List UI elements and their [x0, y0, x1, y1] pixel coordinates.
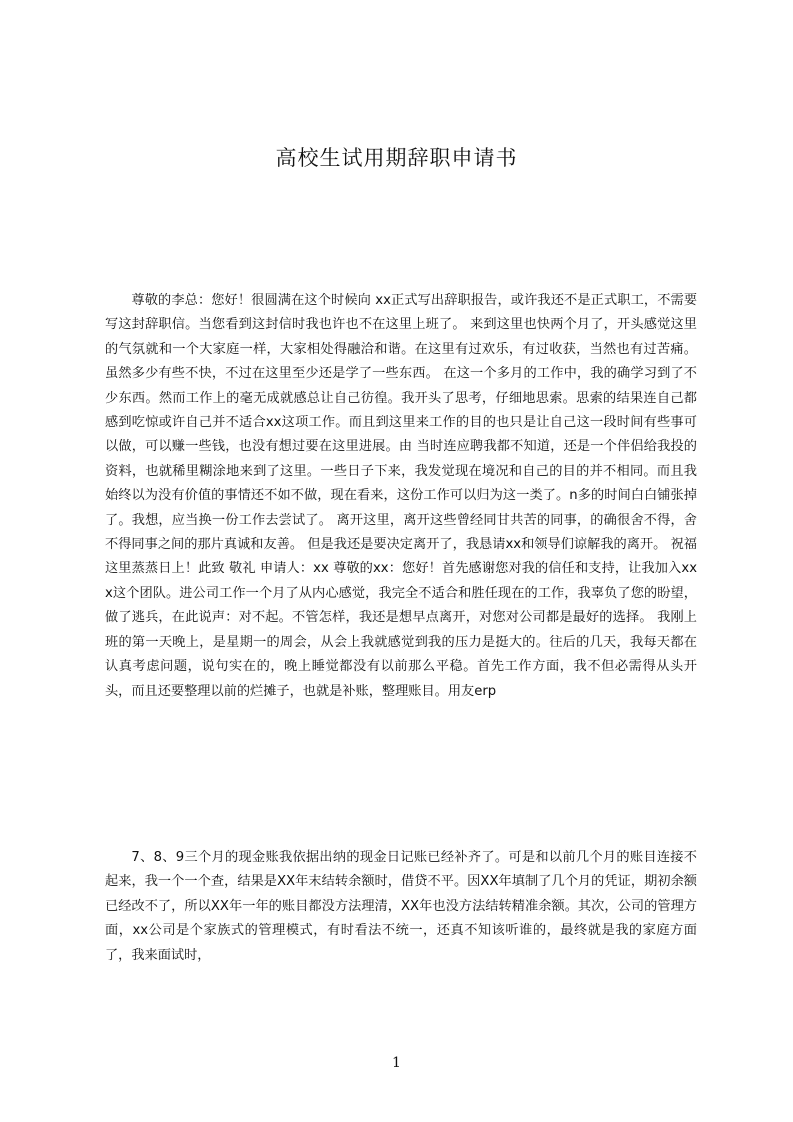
body-paragraph-accounts: 7、8、9三个月的现金账我依据出纳的现金日记账已经补齐了。可是和以前几个月的账目连接不起来，我一个一个查，结果是XX年末结转余额时，借贷不平。因XX年填制了几个月的凭证，期初余额已经改不了，所以XX年一年的账目都没方法理清，XX年也没方法结转精准余额。其次，公司的管理方面，xx公司是个家族式的管理模式，有时看法不统一，还真不知该听谁的，最终就是我的家庭方面了，我来面试时， — [105, 850, 697, 963]
body-paragraph-resignation-letter: 尊敬的李总：您好！很圆满在这个时候向 xx正式写出辞职报告，或许我还不是正式职工，不需要写这封辞职信。当您看到这封信时我也许也不在这里上班了。 来到这里也快两个月了，开头感觉这里的气氛就和一个大家庭一样，大家相处得融洽和谐。在这里有过欢乐，有过收获，当然也有过苦痛。虽然多少有些不快，不过在这里至少还是学了一些东西。 在这一个多月的工作中，我的确学习到了不少东西。然而工作上的毫无成就感总让自己彷徨。我开头了思考，仔细地思索。思索的结果连自己都感到吃惊或许自己并不适合xx这项工作。而且到这里来工作的目的也只是让自己这一段时间有些事可以做，可以赚一些钱，也没有想过要在这里进展。由 当时连应聘我都不知道，还是一个伴侣给我投的资料，也就稀里糊涂地来到了这里。一些日子下来，我发觉现在境况和自己的目的并不相同。而且我始终以为没有价值的事情还不如不做，现在看来，这份工作可以归为这一类了。n多的时间白白铺张掉了。我想，应当换一份工作去尝试了。 离开这里，离开这些曾经同甘共苦的同事，的确很舍不得，舍不得同事之间的那片真诚和友善。 但是我还是要决定离开了，我恳请xx和领导们谅解我的离开。 祝福这里蒸蒸日上！此致 敬礼 申请人：xx 尊敬的xx：您好！首先感谢您对我的信任和支持，让我加入xxx这个团队。进公司工作一个月了从内心感觉，我完全不适合和胜任现在的工作，我辜负了您的盼望，做了逃兵，在此说声：对不起。不管怎样，我还是想早点离开，对您对公司都是最好的选择。 我刚上班的第一天晚上，是星期一的周会，从会上我就感觉到我的压力是挺大的。往后的几天，我每天都在认真考虑问题，说句实在的，晚上睡觉都没有以前那么平稳。首先工作方面，我不但必需得从头开头，而且还要整理以前的烂摊子，也就是补账，整理账目。用友erp — [105, 293, 697, 699]
document-title: 高校生试用期辞职申请书 — [275, 146, 518, 170]
page-number: 1 — [392, 1055, 401, 1071]
